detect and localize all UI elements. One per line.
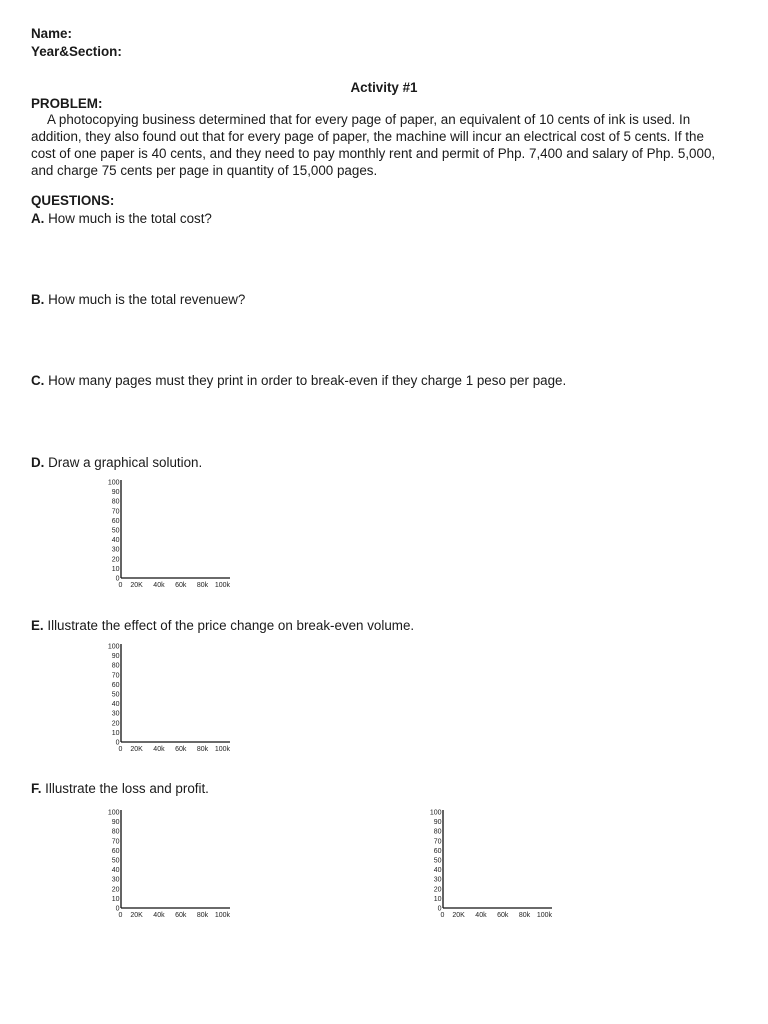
graph-f-right-y-tick-label: 50 [433, 857, 442, 865]
graph-f-left-x-tick-label: 100k [214, 912, 230, 919]
graph-d-y-tick-label: 70 [111, 508, 120, 516]
questions-heading: QUESTIONS: [31, 193, 115, 208]
graph-f-right-x-tick-label: 100k [536, 912, 552, 919]
question-f-letter: F. [31, 781, 42, 796]
graph-f-left-x-tick-label: 60k [175, 912, 187, 919]
graph-d-y-tick-label: 40 [111, 537, 120, 545]
graph-f-right-x-tick-label: 0 [440, 912, 445, 919]
graph-d-x-tick-label: 60k [175, 582, 187, 589]
graph-e-y-tick-label: 50 [111, 691, 120, 699]
graph-e-y-tick-label: 10 [111, 729, 120, 737]
graph-e-x-tick-label: 60k [175, 746, 187, 753]
question-d-text: Draw a graphical solution. [48, 455, 203, 470]
graph-f-left-x-tick-label: 40k [153, 912, 165, 919]
problem-text: A photocopying business determined that for every page of paper, an equivalent of 10 cents of ink is used. In addition, they also found out that for every page of paper, the machine will incur an electrical cost of 5 cents. If the cost of one paper is 40 cents, and they need to pay monthly rent and permit of Php. 7,400 and salary of Php. 5,000, and charge 75 cents per page in quantity of 15,000 pages. [31, 112, 716, 178]
graph-f-right [418, 804, 568, 922]
graph-d-y-tick-label: 30 [111, 546, 120, 554]
graph-e-svg [96, 638, 246, 756]
graph-d-svg [96, 474, 246, 592]
graph-f-left-y-tick-label: 70 [111, 838, 120, 846]
graph-f-left-y-tick-label: 40 [111, 867, 120, 875]
graph-e-y-tick-label: 90 [111, 653, 120, 661]
graph-e-x-tick-label: 40k [153, 746, 165, 753]
graph-f-right-x-tick-label: 20K [452, 912, 465, 919]
graph-e-y-tick-label: 80 [111, 662, 120, 670]
graph-d-y-tick-label: 10 [111, 565, 120, 573]
name-label: Name: [31, 26, 72, 41]
graph-f-left-y-tick-label: 50 [111, 857, 120, 865]
graph-f-right-svg [418, 804, 568, 922]
graph-d-y-tick-label: 90 [111, 489, 120, 497]
graph-f-right-x-tick-label: 40k [475, 912, 487, 919]
question-b-letter: B. [31, 292, 45, 307]
graph-d [96, 474, 246, 592]
question-c-text: How many pages must they print in order to break-even if they charge 1 peso per page. [48, 373, 567, 388]
graph-d-y-tick-label: 20 [111, 556, 120, 564]
question-f-text: Illustrate the loss and profit. [45, 781, 209, 796]
question-b [31, 291, 245, 308]
graph-e-y-tick-label: 20 [111, 720, 120, 728]
graph-d-y-tick-label: 0 [115, 575, 120, 583]
question-b-text: How much is the total revenuew? [48, 292, 246, 307]
graph-f-left-x-tick-label: 20K [130, 912, 143, 919]
graph-f-left-y-tick-label: 100 [107, 809, 120, 817]
graph-f-right-y-tick-label: 20 [433, 886, 442, 894]
question-a-letter: A. [31, 211, 45, 226]
graph-f-left-y-tick-label: 60 [111, 847, 120, 855]
graph-d-x-tick-label: 100k [214, 582, 230, 589]
graph-d-y-tick-label: 100 [107, 479, 120, 487]
graph-e-y-tick-label: 100 [107, 643, 120, 651]
graph-f-right-y-tick-label: 90 [433, 819, 442, 827]
graph-e-y-tick-label: 30 [111, 710, 120, 718]
graph-d-y-tick-label: 80 [111, 498, 120, 506]
graph-e-y-tick-label: 40 [111, 701, 120, 709]
activity-title-text: Activity #1 [350, 80, 418, 95]
graph-f-right-y-tick-label: 70 [433, 838, 442, 846]
graph-d-x-tick-label: 20K [130, 582, 143, 589]
question-d [31, 454, 202, 471]
graph-e-x-tick-label: 80k [196, 746, 209, 753]
graph-f-right-y-tick-label: 100 [429, 809, 442, 817]
graph-f-left-y-tick-label: 10 [111, 895, 120, 903]
graph-f-left-x-tick-label: 0 [118, 912, 123, 919]
graph-f-left-y-tick-label: 90 [111, 819, 120, 827]
graph-f-right-y-tick-label: 0 [437, 905, 442, 913]
graph-d-y-tick-label: 60 [111, 517, 120, 525]
graph-f-left-x-tick-label: 80k [196, 912, 209, 919]
graph-f-right-y-tick-label: 40 [433, 867, 442, 875]
graph-e-y-tick-label: 0 [115, 739, 120, 747]
year-section-label: Year&Section: [31, 44, 122, 59]
question-d-letter: D. [31, 455, 45, 470]
graph-f-left [96, 804, 246, 922]
graph-f-left-y-tick-label: 20 [111, 886, 120, 894]
graph-f-right-y-tick-label: 60 [433, 847, 442, 855]
graph-e-y-tick-label: 60 [111, 681, 120, 689]
question-f [31, 780, 209, 797]
graph-f-right-y-tick-label: 10 [433, 895, 442, 903]
graph-e-x-tick-label: 0 [118, 746, 123, 753]
question-e-letter: E. [31, 618, 44, 633]
question-c-letter: C. [31, 373, 45, 388]
graph-e [96, 638, 246, 756]
graph-d-x-tick-label: 0 [118, 582, 123, 589]
graph-f-right-x-tick-label: 80k [518, 912, 531, 919]
problem-heading: PROBLEM: [31, 96, 103, 111]
graph-f-left-y-tick-label: 0 [115, 905, 120, 913]
graph-f-right-x-tick-label: 60k [497, 912, 509, 919]
graph-f-left-y-tick-label: 30 [111, 876, 120, 884]
graph-f-left-svg [96, 804, 246, 922]
question-a [31, 210, 212, 227]
graph-f-left-y-tick-label: 80 [111, 828, 120, 836]
graph-d-x-tick-label: 40k [153, 582, 165, 589]
question-e [31, 617, 414, 634]
graph-e-y-tick-label: 70 [111, 672, 120, 680]
question-c [31, 372, 566, 389]
activity-title [0, 79, 768, 96]
graph-f-right-y-tick-label: 80 [433, 828, 442, 836]
question-e-text: Illustrate the effect of the price change on break-even volume. [47, 618, 415, 633]
graph-d-x-tick-label: 80k [196, 582, 209, 589]
graph-f-right-y-tick-label: 30 [433, 876, 442, 884]
graph-e-x-tick-label: 20K [130, 746, 143, 753]
graph-e-x-tick-label: 100k [214, 746, 230, 753]
question-a-text: How much is the total cost? [48, 211, 212, 226]
graph-d-y-tick-label: 50 [111, 527, 120, 535]
